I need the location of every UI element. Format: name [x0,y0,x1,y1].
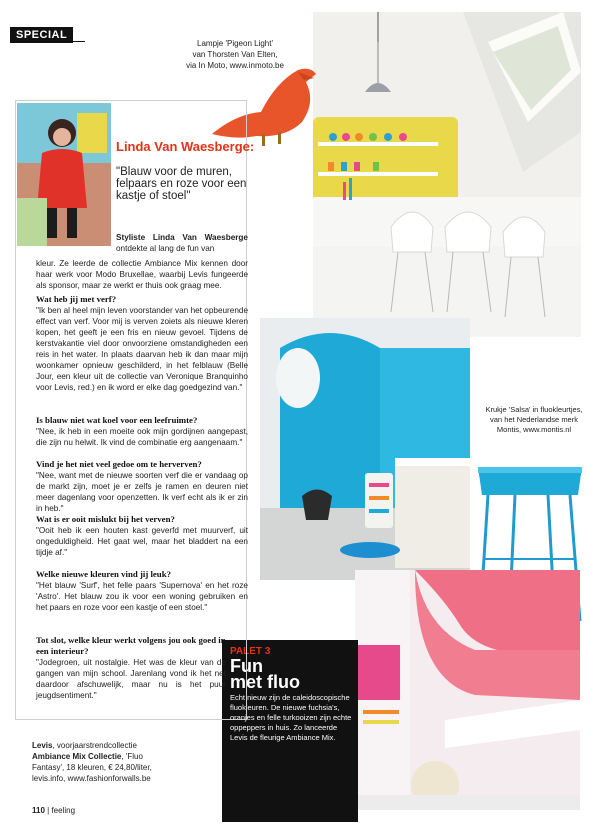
folio-separator: | [47,806,52,815]
palet-title-line: met fluo [230,672,300,692]
stool-caption-line: Montis, www.montis.nl [496,425,572,434]
magazine-name: feeling [51,806,76,815]
article-quote: "Blauw voor de muren, felpaars en roze voor een kastje of stoel" [116,166,247,202]
qa-answer: "Jodegroen, uit nostalgie. Het was de kleur van de gangen van mijn school. Jarenlang vond ik het net daardoor afschuwelijk, maar nu is het puur jeugdsentiment." [36,658,226,700]
credit-line [32,740,212,751]
lamp-caption-line: Lampje 'Pigeon Light' [197,39,273,48]
lamp-caption-line: van Thorsten Van Elten, [192,50,278,59]
kitchen-photo [313,12,581,337]
palet-text: Echt nieuw zijn de caleidoscopische fluokleuren. De nieuwe fuchsia's, oranjes en felle turkooizen zijn echte oppeppers in huis. Zo lanceerde Levis de fleurige Ambiance Mix. [230,693,352,742]
article-heading: Linda Van Waesberge: [116,139,255,154]
lead-rest: ontdekte al lang de fun van [116,244,215,253]
qa-answer: "Nee, ik heb in een moeite ook mijn gordijnen aangepast, die zijn nu helwit. Ik vind de combinatie erg aangenaam." [36,427,248,447]
product-credit [32,740,212,784]
palet-title-line: Fun [230,656,263,676]
palet-label: PALET 3 [230,646,271,657]
section-tag: SPECIAL [10,27,73,43]
article-lead [116,232,248,254]
qa-question: Wat heb jij met verf? [36,294,117,304]
qa-answer: "Ooit heb ik een houten kast geverfd met muurverf, uit ongeduldigheid. Het gaat wel, maar het bladdert na een tijdje af." [36,526,248,557]
qa-question: Is blauw niet wat koel voor een leefruimte? [36,415,198,425]
stool-caption [482,405,586,435]
stool-caption-line: Krukje 'Salsa' in fluokleurtjes, [485,405,583,414]
portrait-photo [17,103,111,246]
qa-answer: "Nee, want met de nieuwe soorten verf die er vandaag op de markt zijn, moet je er zelfs je ramen en deuren niet meer dagenlang voor openzetten. Ik verf echt als ik er zin in heb." [36,471,248,513]
pink-room-photo [355,570,580,810]
lamp-caption-line: via In Moto, www.inmoto.be [186,61,284,70]
qa-question: Tot slot, welke kleur werkt volgens jou ook goed in een interieur? [36,635,226,656]
lead-bold: Styliste Linda Van Waesberge [116,233,248,242]
credit-line: Fantasy', 18 kleuren, € 24,80/liter, [32,763,152,772]
qa-question: Wat is er ooit mislukt bij het verven? [36,514,175,524]
credit-brand: Levis [32,741,53,750]
credit-text: , 'Fluo [121,752,143,761]
bathroom-photo [260,318,470,580]
page-number: 110 [32,806,45,815]
palet-title [230,658,350,690]
stool-caption-line: van het Nederlandse merk [490,415,578,424]
header-rule [10,41,85,42]
qa-answer: "Het blauw 'Surf', het felle paars 'Supernova' en het roze 'Astro'. Het blauw zou ik voor een woning gebruiken en het paars en roze voor een kastje of een stoel." [36,581,248,612]
qa-answer: "Ik ben al heel mijn leven voorstander van het opbeurende effect van verf. Voor mij is verven zoiets als nieuwe kleren kopen, het geeft je een fris en nieuw gevoel. Tijdens de kerstvakantie viel door onvoorziene omstandigheden een reis in het water. In plaats daarvan heb ik dan maar mijn woonkamer opnieuw geschilderd, in het felblauw (Belle Jour, een kleur uit de collectie van Veronique Branquinho voor Levis, red.) en ik word er elke dag goedgezind van." [36,306,248,392]
credit-text: , voorjaarstrendcollectie [52,741,137,750]
page-folio [32,806,75,815]
article-lead-continued: kleur. Ze leerde de collectie Ambiance Mix kennen door haar werk voor Modo Bruxellae, waarbij Levis fungeerde als sponsor, maar ze werkt er thuis ook graag mee. [36,259,248,290]
qa-question: Vind je het niet veel gedoe om te herverven? [36,459,202,469]
credit-line: levis.info, www.fashionforwalls.be [32,774,151,783]
credit-collection: Ambiance Mix Collectie [32,752,122,761]
credit-line [32,751,212,762]
qa-question: Welke nieuwe kleuren vind jij leuk? [36,569,171,579]
